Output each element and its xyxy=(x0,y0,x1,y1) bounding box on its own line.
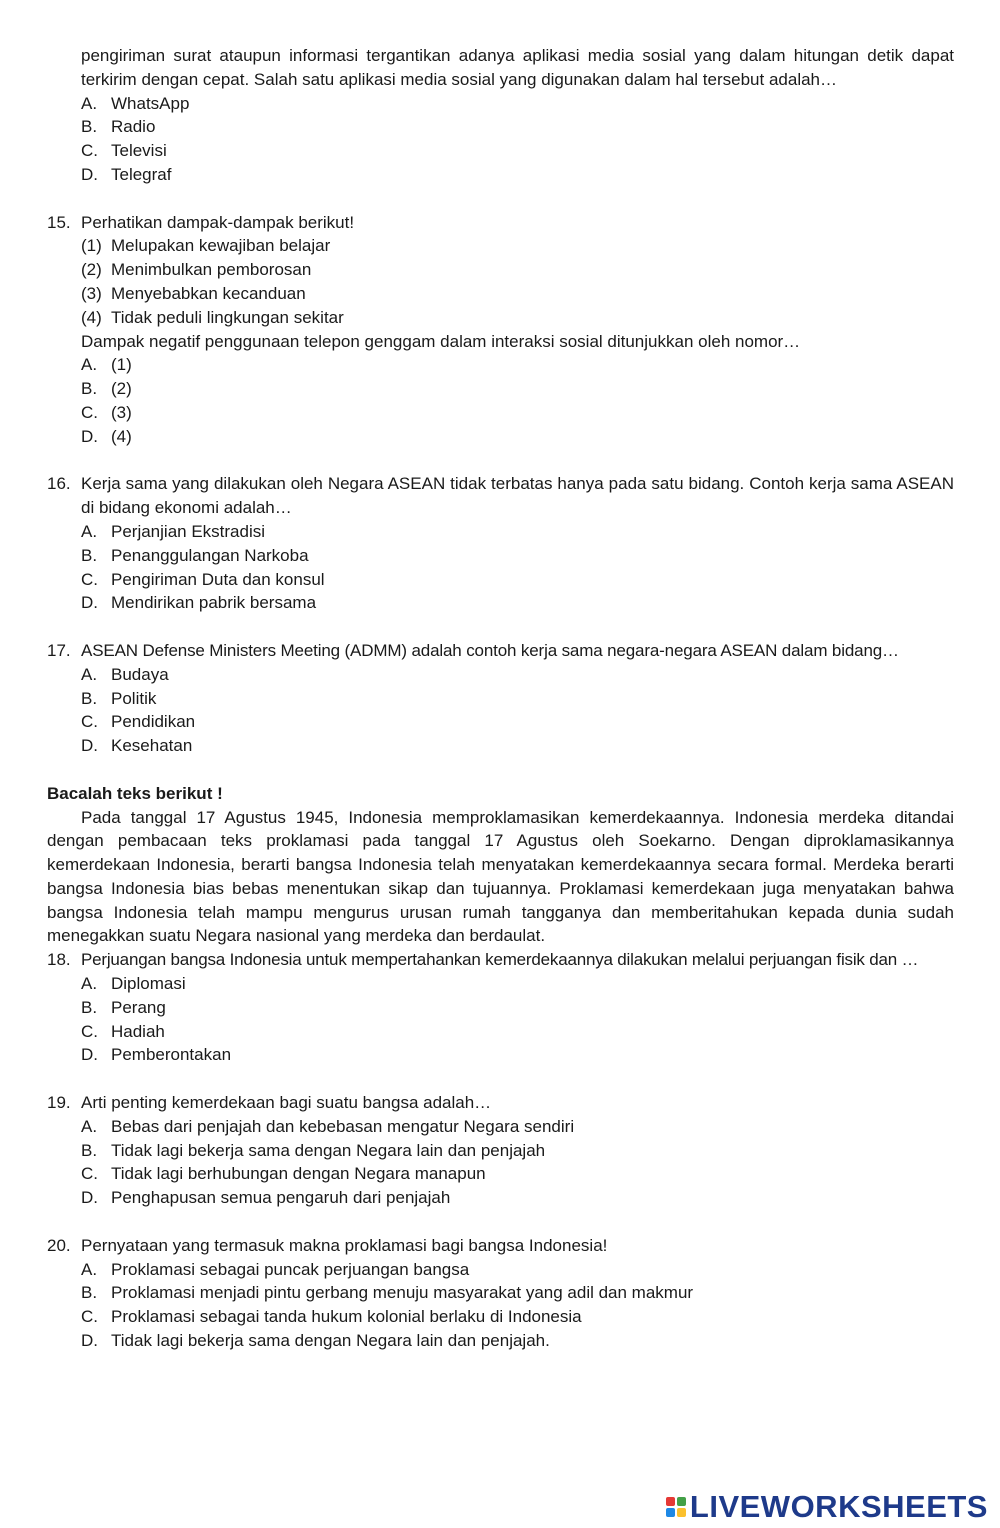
logo-square xyxy=(666,1497,675,1506)
impact-list xyxy=(81,234,954,329)
option-letter: C. xyxy=(81,141,98,161)
options-list xyxy=(81,1115,954,1210)
question-stem: ASEAN Defense Ministers Meeting (ADMM) adalah contoh kerja sama negara-negara ASEAN dalam bidang… xyxy=(81,640,899,660)
option-text: Bebas dari penjajah dan kebebasan mengatur Negara sendiri xyxy=(111,1116,575,1136)
option-text: Tidak lagi bekerja sama dengan Negara lain dan penjajah. xyxy=(111,1331,550,1351)
question-20 xyxy=(47,1234,954,1353)
options-list xyxy=(81,1258,954,1353)
option-letter: A. xyxy=(81,1116,98,1136)
option-letter: B. xyxy=(81,688,98,708)
option-text: Pengiriman Duta dan konsul xyxy=(111,569,325,589)
question-stem: Arti penting kemerdekaan bagi suatu bangsa adalah… xyxy=(81,1093,492,1113)
option-d[interactable] xyxy=(81,1186,954,1210)
option-c[interactable] xyxy=(81,401,954,425)
option-b[interactable] xyxy=(81,544,954,568)
logo-square xyxy=(666,1508,675,1517)
option-d[interactable] xyxy=(81,163,954,187)
option-letter: D. xyxy=(81,593,98,613)
option-c[interactable] xyxy=(81,1162,954,1186)
option-a[interactable] xyxy=(81,1258,954,1282)
item-number: (2) xyxy=(81,260,102,280)
option-letter: B. xyxy=(81,545,98,565)
liveworksheets-logo[interactable] xyxy=(666,1491,988,1522)
option-letter: C. xyxy=(81,1164,98,1184)
question-stem: Perhatikan dampak-dampak berikut! xyxy=(81,212,355,232)
question-number: 16. xyxy=(47,474,71,494)
option-b[interactable] xyxy=(81,1139,954,1163)
impact-item xyxy=(81,258,954,282)
option-text: Proklamasi sebagai puncak perjuangan bangsa xyxy=(111,1259,470,1279)
question-stem: pengiriman surat ataupun informasi tergantikan adanya aplikasi media sosial yang dalam hitungan detik dapat terkirim dengan cepat. Salah satu aplikasi media sosial yang digunakan dalam hal tersebut adalah… xyxy=(81,46,954,89)
option-letter: A. xyxy=(81,521,98,541)
item-text: Menyebabkan kecanduan xyxy=(111,283,306,303)
item-number: (1) xyxy=(81,236,102,256)
option-letter: B. xyxy=(81,379,98,399)
option-a[interactable] xyxy=(81,520,954,544)
option-text: WhatsApp xyxy=(111,93,190,113)
option-text: Perang xyxy=(111,997,166,1017)
option-text: Budaya xyxy=(111,664,169,684)
question-16 xyxy=(47,472,954,615)
option-c[interactable] xyxy=(81,1305,954,1329)
impact-item xyxy=(81,282,954,306)
question-number: 20. xyxy=(47,1235,71,1255)
logo-grid-icon xyxy=(666,1497,686,1517)
logo-square xyxy=(677,1508,686,1517)
option-letter: B. xyxy=(81,1140,98,1160)
option-letter: C. xyxy=(81,569,98,589)
options-list xyxy=(81,353,954,448)
option-letter: A. xyxy=(81,355,98,375)
option-c[interactable] xyxy=(81,139,954,163)
option-d[interactable] xyxy=(81,1043,954,1067)
option-d[interactable] xyxy=(81,734,954,758)
option-b[interactable] xyxy=(81,1281,954,1305)
option-text: Radio xyxy=(111,117,156,137)
option-b[interactable] xyxy=(81,377,954,401)
option-b[interactable] xyxy=(81,115,954,139)
option-c[interactable] xyxy=(81,1020,954,1044)
options-list xyxy=(81,92,954,187)
option-letter: A. xyxy=(81,93,98,113)
option-letter: C. xyxy=(81,1021,98,1041)
option-text: Kesehatan xyxy=(111,736,193,756)
option-text: (1) xyxy=(111,355,132,375)
question-number: 17. xyxy=(47,640,71,660)
option-text: Pendidikan xyxy=(111,712,196,732)
question-number: 19. xyxy=(47,1093,71,1113)
question-number: 15. xyxy=(47,212,71,232)
option-d[interactable] xyxy=(81,591,954,615)
question-stem: Kerja sama yang dilakukan oleh Negara ASEAN tidak terbatas hanya pada satu bidang. Contoh kerja sama ASEAN di bidang ekonomi adalah… xyxy=(81,474,954,518)
option-text: Mendirikan pabrik bersama xyxy=(111,593,317,613)
option-text: (4) xyxy=(111,426,132,446)
option-letter: A. xyxy=(81,664,98,684)
reading-heading: Bacalah teks berikut ! xyxy=(47,783,223,803)
item-text: Tidak peduli lingkungan sekitar xyxy=(111,307,344,327)
option-a[interactable] xyxy=(81,92,954,116)
option-a[interactable] xyxy=(81,663,954,687)
item-number: (3) xyxy=(81,283,102,303)
option-b[interactable] xyxy=(81,687,954,711)
options-list xyxy=(81,972,954,1067)
question-18 xyxy=(47,948,954,1067)
option-letter: B. xyxy=(81,997,98,1017)
option-text: Pemberontakan xyxy=(111,1045,232,1065)
option-letter: D. xyxy=(81,426,98,446)
option-letter: B. xyxy=(81,1283,98,1303)
item-text: Melupakan kewajiban belajar xyxy=(111,236,331,256)
logo-square xyxy=(677,1497,686,1506)
option-letter: B. xyxy=(81,117,98,137)
impact-item xyxy=(81,234,954,258)
option-d[interactable] xyxy=(81,425,954,449)
option-letter: C. xyxy=(81,402,98,422)
option-text: Penanggulangan Narkoba xyxy=(111,545,309,565)
option-a[interactable] xyxy=(81,353,954,377)
option-text: Politik xyxy=(111,688,157,708)
option-b[interactable] xyxy=(81,996,954,1020)
question-15 xyxy=(47,211,954,449)
option-text: Proklamasi sebagai tanda hukum kolonial berlaku di Indonesia xyxy=(111,1307,582,1327)
option-letter: D. xyxy=(81,1331,98,1351)
option-letter: C. xyxy=(81,712,98,732)
question-19 xyxy=(47,1091,954,1210)
question-stem: Pernyataan yang termasuk makna proklamasi bagi bangsa Indonesia! xyxy=(81,1235,608,1255)
item-text: Menimbulkan pemborosan xyxy=(111,260,312,280)
option-text: Tidak lagi bekerja sama dengan Negara lain dan penjajah xyxy=(111,1140,546,1160)
question-stem: Perjuangan bangsa Indonesia untuk mempertahankan kemerdekaannya dilakukan melalui perjuangan fisik dan … xyxy=(81,950,919,970)
option-letter: C. xyxy=(81,1307,98,1327)
question-stem-secondary: Dampak negatif penggunaan telepon genggam dalam interaksi sosial ditunjukkan oleh nomor… xyxy=(81,331,801,351)
option-text: Tidak lagi berhubungan dengan Negara manapun xyxy=(111,1164,486,1184)
option-letter: A. xyxy=(81,1259,98,1279)
question-17 xyxy=(47,639,954,758)
option-letter: D. xyxy=(81,164,98,184)
worksheet-page xyxy=(47,44,954,1353)
impact-item xyxy=(81,306,954,330)
question-14-continued xyxy=(47,44,954,187)
reading-passage: Pada tanggal 17 Agustus 1945, Indonesia memproklamasikan kemerdekaannya. Indonesia merdeka ditandai dengan pembacaan teks proklamasi pada tanggal 17 Agustus oleh Soekarno. Dengan diproklamasikannya kemerdekaan Indonesia, berarti bangsa Indonesia telah menyatakan kemerdekaannya secara formal. Merdeka berarti bangsa Indonesia bias bebas menentukan sikap dan tujuannya. Proklamasi kemerdekaan juga menyatakan bahwa bangsa Indonesia telah mampu mengurus urusan rumah tangganya dan memberitahukan kepada dunia sudah menegakkan suatu Negara nasional yang merdeka dan berdaulat. xyxy=(47,807,954,946)
option-c[interactable] xyxy=(81,710,954,734)
logo-text: LIVEWORKSHEETS xyxy=(689,1489,988,1524)
option-text: Televisi xyxy=(111,141,167,161)
option-d[interactable] xyxy=(81,1329,954,1353)
options-list xyxy=(81,520,954,615)
options-list xyxy=(81,663,954,758)
option-text: Diplomasi xyxy=(111,974,186,994)
option-a[interactable] xyxy=(81,1115,954,1139)
option-text: Telegraf xyxy=(111,164,172,184)
option-letter: D. xyxy=(81,736,98,756)
item-number: (4) xyxy=(81,307,102,327)
option-letter: D. xyxy=(81,1188,98,1208)
reading-section xyxy=(47,782,954,949)
option-letter: A. xyxy=(81,974,98,994)
option-text: Penghapusan semua pengaruh dari penjajah xyxy=(111,1188,451,1208)
option-text: (3) xyxy=(111,402,132,422)
option-text: Perjanjian Ekstradisi xyxy=(111,521,266,541)
option-text: Hadiah xyxy=(111,1021,165,1041)
option-c[interactable] xyxy=(81,568,954,592)
option-letter: D. xyxy=(81,1045,98,1065)
option-a[interactable] xyxy=(81,972,954,996)
option-text: Proklamasi menjadi pintu gerbang menuju masyarakat yang adil dan makmur xyxy=(111,1283,694,1303)
option-text: (2) xyxy=(111,379,132,399)
question-number: 18. xyxy=(47,950,71,970)
